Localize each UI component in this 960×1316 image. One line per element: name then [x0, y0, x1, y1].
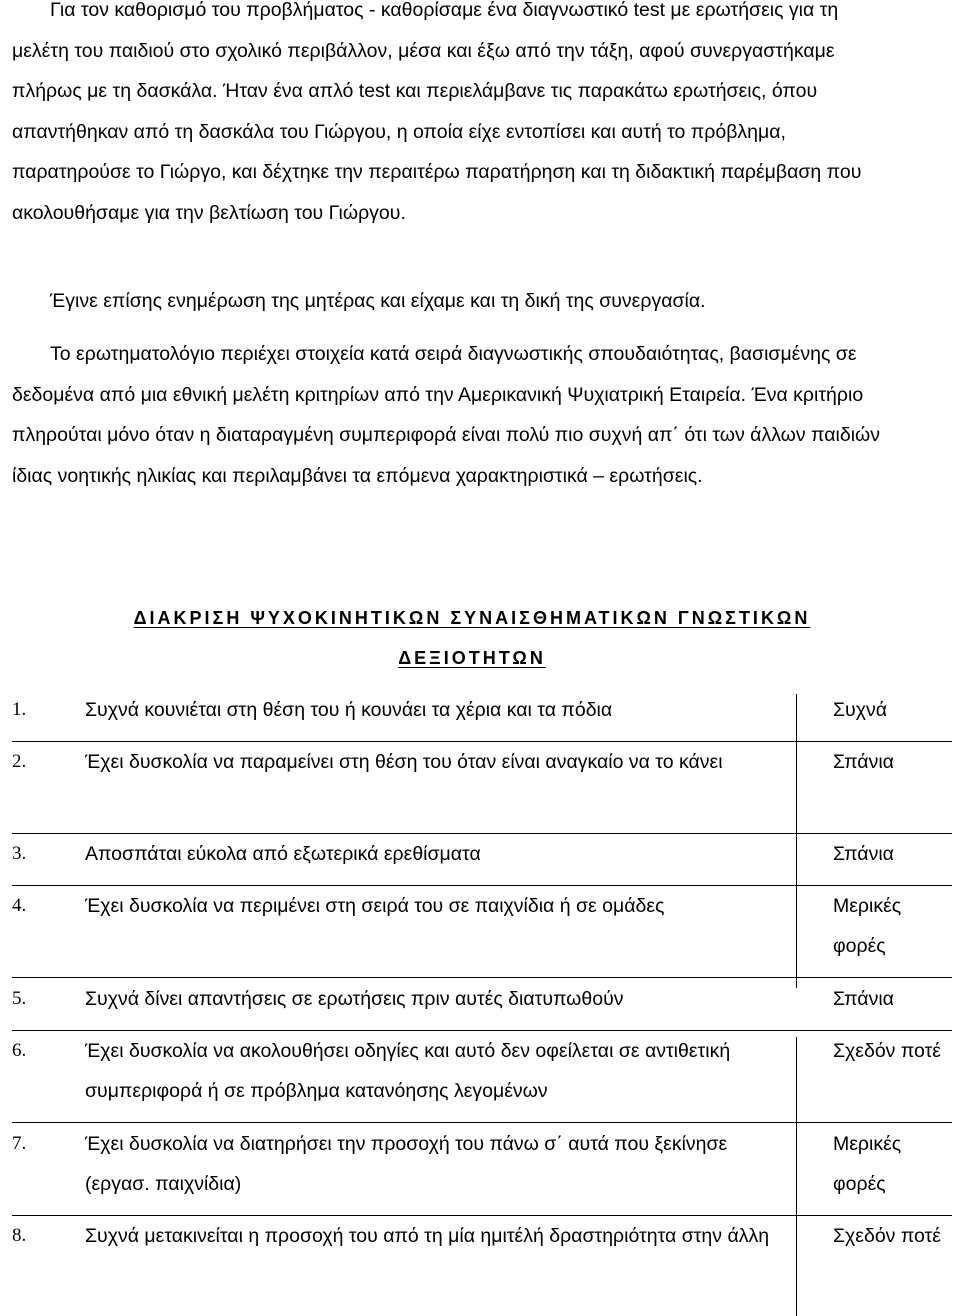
question-frequency: Μερικές φορές [833, 895, 902, 957]
question-text: Αποσπάται εύκολα από εξωτερικά ερεθίσματα [85, 843, 481, 865]
question-frequency: Μερικές φορές [833, 1133, 902, 1195]
question-number: 3. [12, 843, 27, 864]
question-frequency: Σπάνια [833, 843, 894, 865]
column-divider [796, 694, 797, 988]
question-text: Συχνά μετακινείται η προσοχή του από τη μία ημιτέλή δραστηριότητα στην άλλη [85, 1225, 770, 1247]
question-number: 5. [12, 988, 27, 1009]
question-frequency: Σπάνια [833, 751, 894, 773]
row-divider [12, 1122, 952, 1123]
mother-paragraph: Έγινε επίσης ενημέρωση της μητέρας και είχαμε και τη δική της συνεργασία. [50, 290, 706, 312]
question-number: 4. [12, 895, 27, 916]
question-text: Συχνά δίνει απαντήσεις σε ερωτήσεις πριν αυτές διατυπωθούν [85, 988, 624, 1010]
question-text: Έχει δυσκολία να διατηρήσει την προσοχή του πάνω σ΄ αυτά που ξεκίνησε (εργασ. παιχνίδια) [85, 1133, 728, 1195]
questionnaire-paragraph: Το ερωτηματολόγιο περιέχει στοιχεία κατά σειρά διαγνωστικής σπουδαιότητας, βασισμένης σε δεδομένα από μια εθνική μελέτη κριτηρίων από την Αμερικανική Ψυχιατρική Εταιρεία. Ένα κριτήριο πληρούται μόνο όταν η διαταραγμένη συμπεριφορά είναι πολύ πιο συχνή απ΄ ότι των άλλων παιδιών ίδιας νοητικής ηλικίας και περιλαμβάνει τα επόμενα χαρακτηριστικά – ερωτήσεις. [12, 343, 880, 487]
intro-paragraph: Για τον καθορισμό του προβλήματος - καθορίσαμε ένα διαγνωστικό test με ερωτήσεις για τη μελέτη του παιδιού στο σχολικό περιβάλλον, μέσα και έξω από την τάξη, αφού συνεργαστήκαμε πλήρως με τη δασκάλα. Ήταν ένα απλό test και περιελάμβανε τις παρακάτω ερωτήσεις, όπου απαντήθηκαν από τη δασκάλα του Γιώργου, η οποία είχε εντοπίσει και αυτή το πρόβλημα, παρατηρούσε το Γιώργο, και δέχτηκε την περαιτέρω παρατήρηση και τη διδακτική παρέμβαση που ακολουθήσαμε για την βελτίωση του Γιώργου. [12, 0, 862, 224]
section-heading-line1: ΔΙΑΚΡΙΣΗ ΨΥΧΟΚΙΝΗΤΙΚΩΝ ΣΥΝΑΙΣΘΗΜΑΤΙΚΩΝ ΓΝΩΣΤΙΚΩΝ [133, 608, 811, 628]
question-text: Έχει δυσκολία να περιμένει στη σειρά του σε παιχνίδια ή σε ομάδες [85, 895, 665, 917]
question-frequency: Συχνά [833, 699, 887, 721]
question-frequency: Σπάνια [833, 988, 894, 1010]
question-number: 7. [12, 1133, 27, 1154]
question-number: 6. [12, 1040, 27, 1061]
question-frequency: Σχεδόν ποτέ [833, 1225, 941, 1247]
question-text: Συχνά κουνιέται στη θέση του ή κουνάει τα χέρια και τα πόδια [85, 699, 613, 721]
column-divider [796, 1037, 797, 1316]
question-text: Έχει δυσκολία να παραμείνει στη θέση του όταν είναι αναγκαίο να το κάνει [85, 751, 723, 773]
section-heading-line2: ΔΕΞΙΟΤΗΤΩΝ [398, 648, 546, 668]
question-frequency: Σχεδόν ποτέ [833, 1040, 941, 1062]
row-divider [12, 977, 952, 978]
question-text: Έχει δυσκολία να ακολουθήσει οδηγίες και αυτό δεν οφείλεται σε αντιθετική συμπεριφορά ή σε πρόβλημα κατανόησης λεγομένων [85, 1040, 731, 1102]
question-number: 1. [12, 699, 27, 720]
question-number: 8. [12, 1225, 27, 1246]
question-number: 2. [12, 751, 27, 772]
